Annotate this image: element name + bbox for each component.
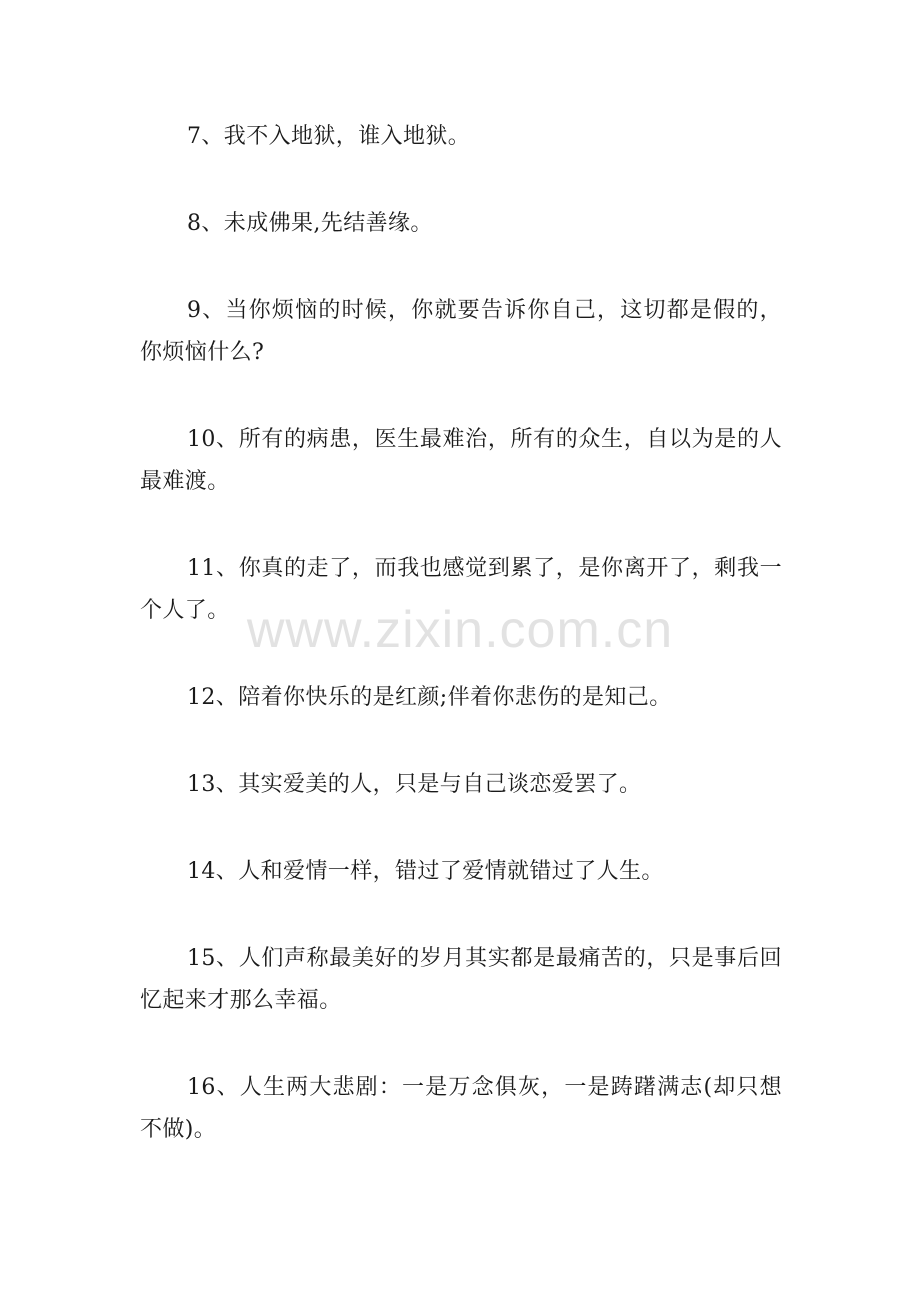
paragraph-11: 11、你真的走了，而我也感觉到累了，是你离开了，剩我一个人了。: [140, 556, 782, 623]
paragraph-12: 12、陪着你快乐的是红颜;伴着你悲伤的是知己。: [187, 685, 672, 710]
paragraph-15: 15、人们声称最美好的岁月其实都是最痛苦的，只是事后回忆起来才那么幸福。: [140, 946, 782, 1013]
paragraph-14: 14、人和爱情一样，错过了爱情就错过了人生。: [187, 859, 664, 884]
paragraph-10: 10、所有的病患，医生最难治，所有的众生，自以为是的人最难渡。: [140, 427, 782, 494]
paragraph-13: 13、其实爱美的人，只是与自己谈恋爱罢了。: [187, 772, 642, 797]
paragraph-9: 9、当你烦恼的时候，你就要告诉你自己，这切都是假的，你烦恼什么?: [140, 298, 782, 365]
paragraph-16: 16、人生两大悲剧：一是万念俱灰，一是踌躇满志(却只想不做)。: [140, 1075, 782, 1142]
document-body: [140, 116, 782, 1196]
watermark: www.zixin.com.cn: [246, 601, 674, 659]
paragraph-8: 8、未成佛果,先结善缘。: [187, 211, 433, 236]
paragraph-7: 7、我不入地狱，谁入地狱。: [187, 124, 471, 149]
